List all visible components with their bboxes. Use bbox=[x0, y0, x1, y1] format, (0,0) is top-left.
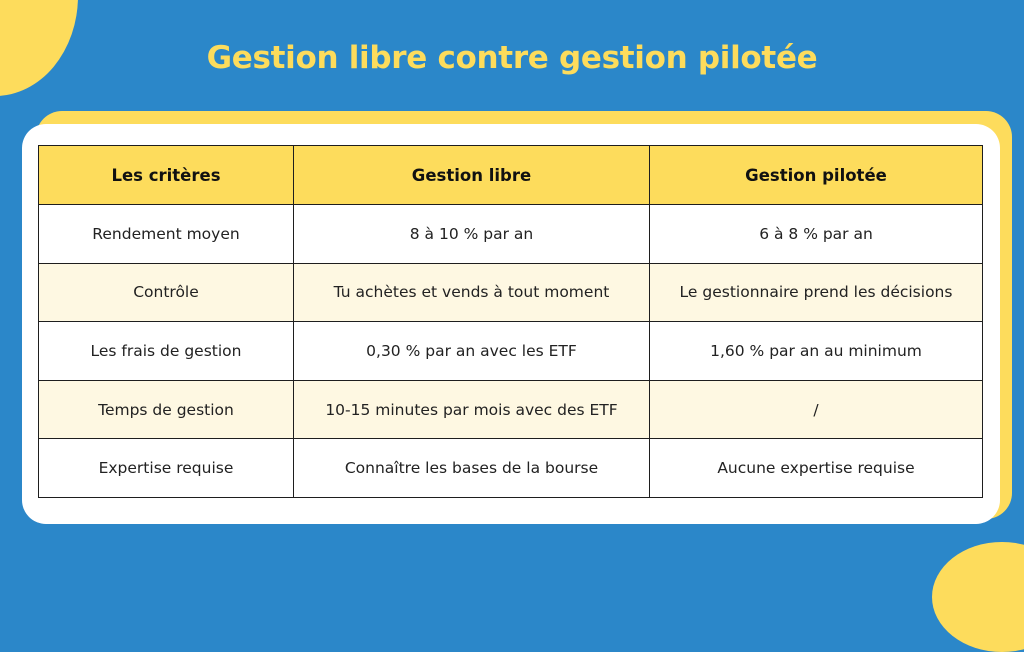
cell-criterion: Temps de gestion bbox=[39, 380, 294, 439]
cell-gestion-pilotee: 6 à 8 % par an bbox=[650, 205, 983, 264]
cell-gestion-pilotee: / bbox=[650, 380, 983, 439]
header-gestion-pilotee: Gestion pilotée bbox=[650, 146, 983, 205]
comparison-table bbox=[38, 145, 983, 498]
cell-criterion: Contrôle bbox=[39, 263, 294, 322]
cell-criterion: Expertise requise bbox=[39, 439, 294, 498]
page-title: Gestion libre contre gestion pilotée bbox=[206, 40, 818, 76]
header-gestion-libre: Gestion libre bbox=[294, 146, 650, 205]
cell-gestion-libre: 10-15 minutes par mois avec des ETF bbox=[294, 380, 650, 439]
cell-gestion-libre: 8 à 10 % par an bbox=[294, 205, 650, 264]
table-row bbox=[39, 322, 983, 381]
cell-criterion: Les frais de gestion bbox=[39, 322, 294, 381]
cell-gestion-libre: Tu achètes et vends à tout moment bbox=[294, 263, 650, 322]
cell-gestion-libre: 0,30 % par an avec les ETF bbox=[294, 322, 650, 381]
table-row bbox=[39, 380, 983, 439]
table-row bbox=[39, 263, 983, 322]
table-header-row bbox=[39, 146, 983, 205]
cell-gestion-libre: Connaître les bases de la bourse bbox=[294, 439, 650, 498]
table-row bbox=[39, 205, 983, 264]
header-criteria: Les critères bbox=[39, 146, 294, 205]
cell-gestion-pilotee: 1,60 % par an au minimum bbox=[650, 322, 983, 381]
table-row bbox=[39, 439, 983, 498]
cell-gestion-pilotee: Le gestionnaire prend les décisions bbox=[650, 263, 983, 322]
cell-criterion: Rendement moyen bbox=[39, 205, 294, 264]
decorative-circle-bottom-right bbox=[932, 542, 1024, 652]
cell-gestion-pilotee: Aucune expertise requise bbox=[650, 439, 983, 498]
